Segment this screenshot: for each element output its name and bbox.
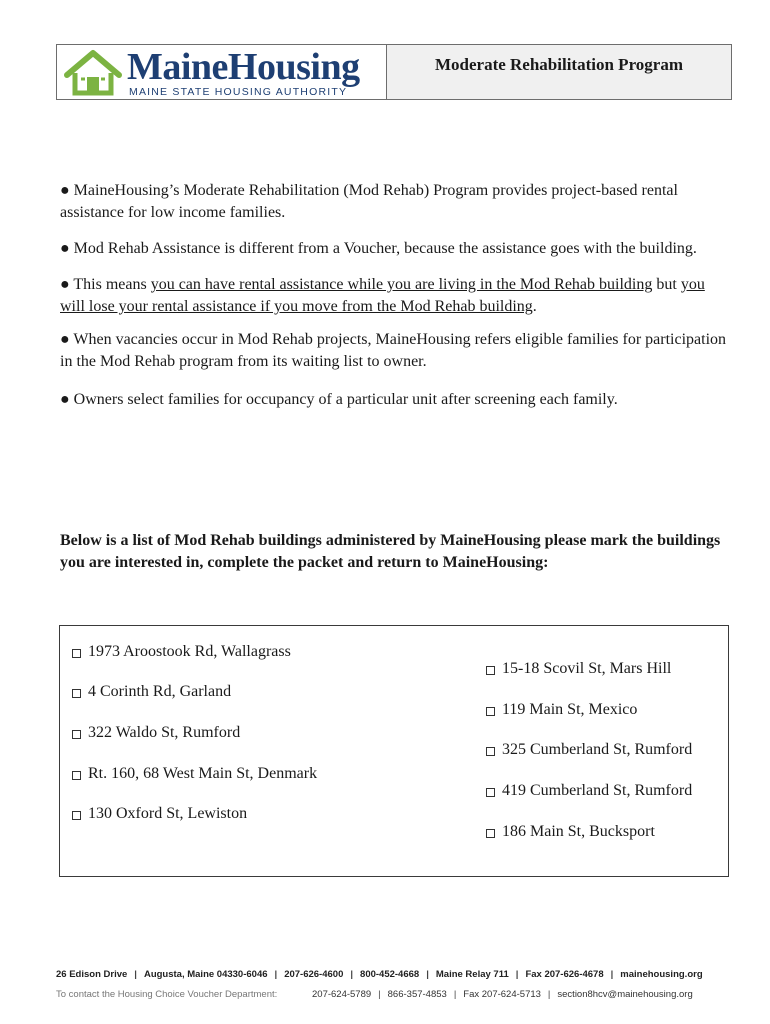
building-label: Rt. 160, 68 West Main St, Denmark bbox=[88, 765, 318, 782]
house-icon bbox=[63, 49, 125, 97]
title-cell bbox=[387, 45, 731, 99]
footer-hcv-line bbox=[56, 989, 716, 1000]
footer-hcv-email-link[interactable]: section8hcv@mainehousing.org bbox=[557, 989, 693, 1000]
building-option[interactable] bbox=[72, 723, 240, 743]
footer-contact-label: To contact the Housing Choice Voucher Department: bbox=[56, 989, 278, 1000]
building-option[interactable] bbox=[72, 682, 231, 702]
checkbox[interactable] bbox=[486, 747, 495, 756]
footer-city: Augusta, Maine 04330-6046 bbox=[143, 969, 268, 980]
checkbox[interactable] bbox=[72, 730, 81, 739]
checkbox[interactable] bbox=[486, 666, 495, 675]
checkbox[interactable] bbox=[72, 649, 81, 658]
footer-fax: Fax 207-626-4678 bbox=[525, 969, 604, 980]
bullet-item: ● MaineHousing’s Moderate Rehabilitation (Mod Rehab) Program provides project-based rental assistance for low income families. bbox=[60, 182, 678, 221]
checkbox[interactable] bbox=[486, 788, 495, 797]
building-option[interactable] bbox=[486, 700, 637, 720]
separator: | bbox=[426, 969, 429, 980]
separator: | bbox=[350, 969, 354, 980]
checkbox[interactable] bbox=[486, 829, 495, 838]
footer-address: 26 Edison Drive bbox=[56, 969, 128, 980]
footer-phone: 207-626-4600 bbox=[284, 969, 344, 980]
bullet-item: ● Mod Rehab Assistance is different from a Voucher, because the assistance goes with the building. bbox=[60, 240, 697, 257]
building-option[interactable] bbox=[72, 764, 317, 784]
bullet-text: . bbox=[532, 298, 537, 315]
bullet-text: ● This means bbox=[60, 276, 151, 293]
footer-hcv-phone: 207-624-5789 bbox=[312, 989, 372, 1000]
bullet-item bbox=[60, 274, 730, 318]
info-bullets bbox=[60, 180, 730, 411]
footer-hcv-fax: Fax 207-624-5713 bbox=[463, 989, 541, 1000]
underlined-text: you will lose your rental assistance if you move from the Mod Rehab building bbox=[60, 276, 705, 315]
checkbox[interactable] bbox=[72, 689, 81, 698]
checkbox[interactable] bbox=[486, 707, 495, 716]
building-option[interactable] bbox=[486, 659, 671, 679]
footer-contact-line bbox=[56, 969, 716, 980]
building-option[interactable] bbox=[72, 804, 247, 824]
separator: | bbox=[547, 989, 551, 1000]
page-title: Moderate Rehabilitation Program bbox=[434, 55, 684, 74]
separator: | bbox=[134, 969, 137, 980]
bullet-text: but bbox=[652, 276, 681, 293]
document-header bbox=[56, 44, 732, 100]
underlined-text: you can have rental assistance while you are living in the Mod Rehab building bbox=[150, 276, 653, 293]
building-label: 186 Main St, Bucksport bbox=[502, 823, 655, 840]
logo-subtitle: MAINE STATE HOUSING AUTHORITY bbox=[129, 86, 348, 98]
separator: | bbox=[378, 989, 381, 1000]
building-list-intro: Below is a list of Mod Rehab buildings administered by MaineHousing please mark the buildings you are interested in, complete the packet and return to MaineHousing: bbox=[60, 532, 721, 571]
building-option[interactable] bbox=[486, 740, 692, 760]
logo-wordmark: MaineHousing bbox=[127, 46, 360, 88]
bullet-item: ● When vacancies occur in Mod Rehab projects, MaineHousing refers eligible families for participation in the Mod Rehab program from its waiting list to owner. bbox=[60, 331, 727, 370]
separator: | bbox=[453, 989, 457, 1000]
building-label: 419 Cumberland St, Rumford bbox=[502, 782, 693, 799]
checkbox[interactable] bbox=[72, 771, 81, 780]
building-label: 1973 Aroostook Rd, Wallagrass bbox=[88, 643, 291, 660]
building-label: 119 Main St, Mexico bbox=[502, 701, 638, 718]
building-option[interactable] bbox=[486, 822, 655, 842]
separator: | bbox=[610, 969, 614, 980]
bullet-item: ● Owners select families for occupancy of a particular unit after screening each family. bbox=[60, 391, 618, 408]
footer-website-link[interactable]: mainehousing.org bbox=[620, 969, 703, 980]
building-option[interactable] bbox=[72, 642, 291, 662]
checkbox[interactable] bbox=[72, 811, 81, 820]
separator: | bbox=[274, 969, 278, 980]
footer-hcv-tollfree: 866-357-4853 bbox=[387, 989, 447, 1000]
building-checklist bbox=[59, 625, 729, 877]
footer-tollfree: 800-452-4668 bbox=[360, 969, 420, 980]
footer-relay: Maine Relay 711 bbox=[435, 969, 509, 980]
building-label: 322 Waldo St, Rumford bbox=[88, 724, 241, 741]
logo bbox=[57, 45, 387, 99]
building-label: 325 Cumberland St, Rumford bbox=[502, 741, 693, 758]
building-label: 15-18 Scovil St, Mars Hill bbox=[502, 660, 672, 677]
building-option[interactable] bbox=[486, 781, 692, 801]
building-label: 130 Oxford St, Lewiston bbox=[88, 805, 248, 822]
building-label: 4 Corinth Rd, Garland bbox=[88, 683, 232, 700]
separator: | bbox=[515, 969, 519, 980]
